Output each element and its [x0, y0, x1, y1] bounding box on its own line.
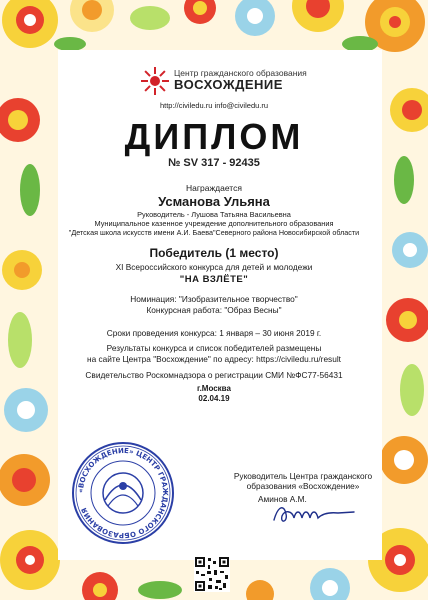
competition-work: Конкурсная работа: "Образ Весны" — [146, 305, 282, 315]
student-name: Усманова Ульяна — [158, 194, 270, 209]
stamp-ring-text: «ВОСХОЖДЕНИЕ» ЦЕНТР ГРАЖДАНСКОГО ОБРАЗОВАНИЯ — [76, 446, 170, 540]
org-contacts: http://civiledu.ru info@civiledu.ru — [159, 101, 269, 110]
head-name: Аминов А.М. — [258, 494, 307, 504]
teacher-line: Руководитель - Лушова Татьяна Васильевна — [137, 210, 291, 219]
qr-code-icon — [194, 556, 230, 592]
org-subtitle: Центр гражданского образования — [174, 68, 307, 78]
institution-line-2: "Детская школа искусств имени А.И. Баева"Северного района Новосибирской области — [68, 228, 360, 237]
contest-title: XI Всероссийского конкурса для детей и молодежи — [115, 262, 313, 272]
diploma-number: № SV 317 - 92435 — [168, 157, 260, 169]
results-line-1: Результаты конкурса и список победителей размещены — [106, 343, 322, 353]
award-place: Победитель (1 место) — [149, 246, 279, 260]
issue-city: г.Москва — [197, 384, 231, 393]
org-name: ВОСХОЖДЕНИЕ — [174, 77, 283, 92]
contest-name: "НА ВЗЛЁТЕ" — [179, 274, 249, 285]
head-title-line-2: образования «Восхождение» — [246, 481, 360, 491]
institution-line-1: Муниципальное казенное учреждение дополнительного образования — [94, 219, 334, 228]
stamp-emblem-icon — [103, 473, 143, 513]
contest-dates: Сроки проведения конкурса: 1 января – 30 июня 2019 г. — [106, 328, 322, 338]
head-title-line-1: Руководитель Центра гражданского — [233, 471, 373, 481]
diploma-title: ДИПЛОМ — [124, 116, 304, 157]
sun-logo-icon — [140, 66, 170, 96]
results-line-2: на сайте Центра "Восхождение" по адресу: https://civiledu.ru/result — [87, 354, 341, 364]
issue-date: 02.04.19 — [198, 394, 230, 403]
registration-certificate: Свидетельство Роскомнадзора о регистрации СМИ №ФС77-56431 — [85, 370, 343, 380]
nomination: Номинация: "Изобразительное творчество" — [130, 294, 298, 304]
official-stamp — [70, 440, 176, 546]
head-title — [228, 471, 378, 491]
handwritten-signature — [268, 496, 358, 528]
awarded-label: Награждается — [186, 183, 242, 193]
org-logo — [140, 66, 307, 96]
